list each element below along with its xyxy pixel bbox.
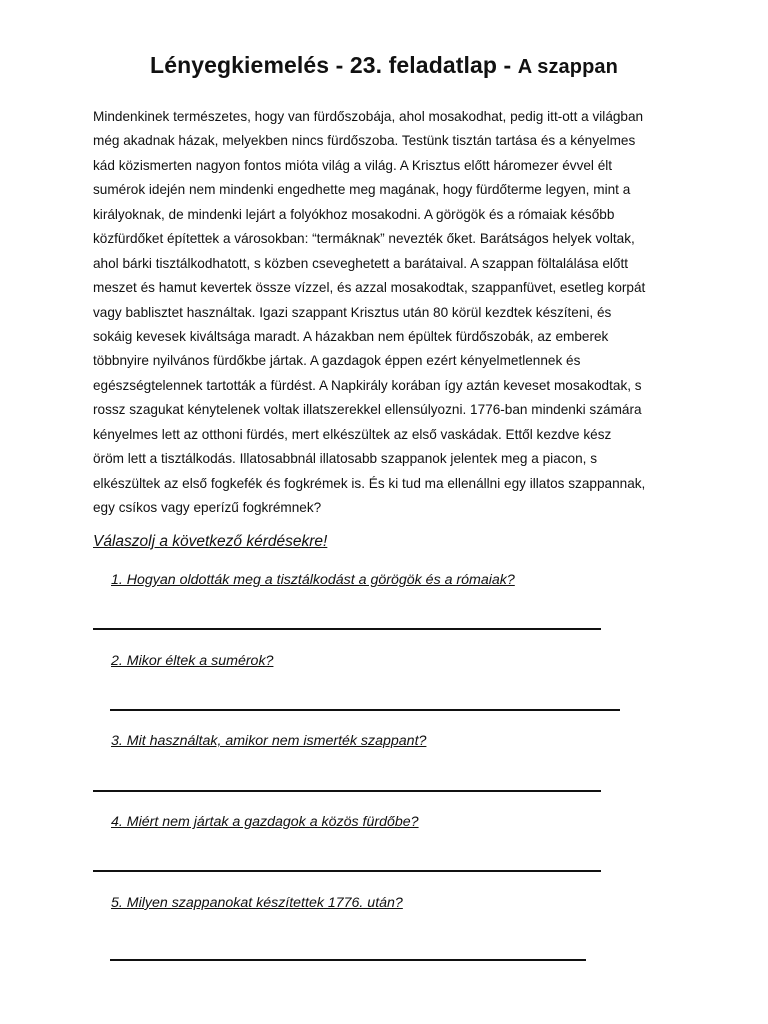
passage-line: sokáig kevesek kiváltsága maradt. A házakban nem épültek fürdőszobák, az emberek <box>93 328 609 344</box>
passage-line: Mindenkinek természetes, hogy van fürdőszobája, ahol mosakodhat, pedig itt-ott a világban <box>93 109 644 124</box>
passage-line: sumérok idején nem mindenki engedhette meg magának, hogy fürdőterme legyen, mint a <box>93 182 631 198</box>
passage-line: egy csíkos vagy eperízű fogkrémnek? <box>93 500 322 515</box>
question-2: 2. Mikor éltek a sumérok? <box>111 653 274 669</box>
passage-line: kád közismerten nagyon fontos mióta világ a világ. A Krisztus előtt háromezer évvel élt <box>93 157 613 173</box>
passage-line: ahol bárki tisztálkodhatott, s közben cseveghetett a barátaival. A szappan föltalálása előtt <box>93 255 629 271</box>
answer-line-5[interactable] <box>110 959 586 961</box>
question-5: 5. Milyen szappanokat készítettek 1776. után? <box>111 895 403 911</box>
passage-line: kényelmes lett az otthoni fürdés, mert elkészültek az első vaskádak. Ettől kezdve kész <box>93 426 612 442</box>
questions-instruction: Válaszolj a következő kérdésekre! <box>93 533 328 550</box>
passage-line: öröm lett a tisztálkodás. Illatosabbnál illatosabb szappanok jelentek meg a piacon, s <box>93 451 598 467</box>
reading-passage <box>93 105 683 520</box>
passage-line: többnyire nyilvános fürdőkbe jártak. A gazdagok éppen ezért kényelmetlennek és <box>93 353 581 369</box>
question-4: 4. Miért nem jártak a gazdagok a közös fürdőbe? <box>111 814 419 830</box>
title-subtitle: A szappan <box>517 56 618 78</box>
question-1: 1. Hogyan oldották meg a tisztálkodást a görögök és a rómaiak? <box>111 572 515 588</box>
title-main: Lényegkiemelés - 23. feladatlap - <box>150 52 518 78</box>
passage-line: egészségtelennek tartották a fürdést. A Napkirály korában így aztán keveset mosakodtak, s <box>93 377 642 393</box>
answer-line-2[interactable] <box>110 709 620 711</box>
passage-line: közfürdőket építettek a városokban: “termáknak” nevezték őket. Barátságos helyek voltak, <box>93 231 635 247</box>
page-title <box>0 52 768 79</box>
passage-line: elkészültek az első fogkefék és fogkrémek is. És ki tud ma ellenállni egy illatos szappannak, <box>93 475 646 491</box>
answer-line-1[interactable] <box>93 628 601 630</box>
passage-line: még akadnak házak, melyekben nincs fürdőszoba. Testünk tisztán tartása és a kényelmes <box>93 133 636 149</box>
answer-line-3[interactable] <box>93 790 601 792</box>
passage-line: vagy bablisztet használtak. Igazi szappant Krisztus után 80 körül kezdtek készíteni, és <box>93 304 612 320</box>
passage-line: királyoknak, de mindenki lejárt a folyókhoz mosakodni. A görögök és a rómaiak később <box>93 206 615 222</box>
question-3: 3. Mit használtak, amikor nem ismerték szappant? <box>111 733 427 749</box>
answer-line-4[interactable] <box>93 870 601 872</box>
passage-line: meszet és hamut kevertek össze vízzel, és azzal mosakodtak, szappanfüvet, esetleg korpát <box>93 280 646 296</box>
passage-line: rossz szagukat kénytelenek voltak illatszerekkel ellensúlyozni. 1776-ban mindenki számára <box>93 402 642 418</box>
